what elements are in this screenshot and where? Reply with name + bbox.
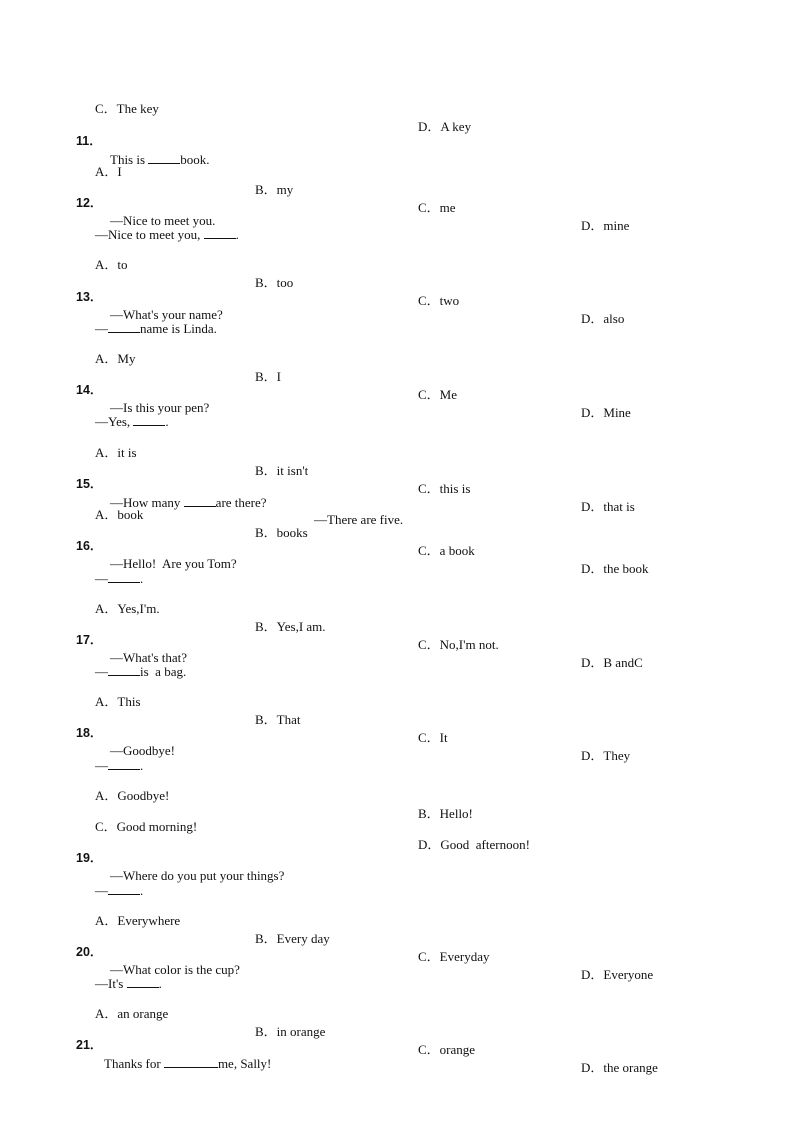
text-segment: are there? xyxy=(215,495,267,510)
option-a: A．Yes,I'm. xyxy=(95,601,160,616)
question-number: 17． xyxy=(76,633,103,647)
question-number: 16． xyxy=(76,539,103,553)
question-line xyxy=(0,551,794,586)
option-d: D．A key xyxy=(418,119,472,134)
option-c: C．a book xyxy=(418,543,475,558)
text-segment: . xyxy=(140,758,144,773)
option-b: B．Yes,I am. xyxy=(255,619,326,634)
option-b: B．it isn't xyxy=(255,463,309,478)
option-b: B．books xyxy=(255,525,308,540)
text-segment: is a bag. xyxy=(140,664,187,679)
answer-blank xyxy=(204,225,236,239)
option-c: C．Me xyxy=(418,387,458,402)
option-c: C．No,I'm not. xyxy=(418,637,499,652)
answer-blank xyxy=(108,756,140,770)
question-number: 12． xyxy=(76,196,103,210)
question-number: 13． xyxy=(76,290,103,304)
question-text: —Hello! Are you Tom? xyxy=(110,556,237,571)
question-number: 14． xyxy=(76,383,103,397)
option-b: B．Hello! xyxy=(418,806,473,821)
text-segment: — xyxy=(95,758,108,773)
question-number: 21． xyxy=(76,1038,103,1052)
option-d: D．They xyxy=(581,748,631,763)
option-c: C．me xyxy=(418,200,456,215)
option-c: C．this is xyxy=(418,481,471,496)
option-b: B．in orange xyxy=(255,1024,326,1039)
question-number: 15． xyxy=(76,477,103,491)
question-text: —What color is the cup? xyxy=(110,962,240,977)
text-segment: . xyxy=(140,883,144,898)
option-c: C．Everyday xyxy=(418,949,490,964)
option-b: B．too xyxy=(255,275,294,290)
question-line xyxy=(0,301,794,336)
question-text: —Nice to meet you. xyxy=(110,213,216,228)
text-segment: —Nice to meet you, xyxy=(95,227,204,242)
option-b: B．That xyxy=(255,712,301,727)
option-d: D．the book xyxy=(581,561,649,576)
option-d: D．B andC xyxy=(581,655,643,670)
answer-blank xyxy=(108,319,140,333)
option-a: A．book xyxy=(95,507,144,522)
option-b: B．my xyxy=(255,182,294,197)
answer-blank xyxy=(133,412,165,426)
text-segment: Thanks for xyxy=(104,1056,164,1071)
text-segment: —Yes, xyxy=(95,414,134,429)
question-text: —Is this your pen? xyxy=(110,400,210,415)
option-b: B．Every day xyxy=(255,931,330,946)
text-segment: —It's xyxy=(95,976,127,991)
response-text: —There are five. xyxy=(314,512,404,527)
question-text: —What's that? xyxy=(110,650,188,665)
question-number: 20． xyxy=(76,945,103,959)
answer-blank xyxy=(108,569,140,583)
question-number: 18． xyxy=(76,726,103,740)
text-segment: This is xyxy=(110,152,149,167)
option-c: C．two xyxy=(418,293,460,308)
option-d: D．Everyone xyxy=(581,967,654,982)
option-c: C．orange xyxy=(418,1042,476,1057)
text-segment: . xyxy=(158,976,162,991)
text-segment: —How many xyxy=(110,495,184,510)
text-segment: — xyxy=(95,664,108,679)
option-a: A．to xyxy=(95,257,128,272)
question-text: —What's your name? xyxy=(110,307,223,322)
option-c: C．The key xyxy=(95,101,159,116)
text-segment: name is Linda. xyxy=(140,321,217,336)
option-d: D．Mine xyxy=(581,405,631,420)
text-segment: me, Sally! xyxy=(217,1056,272,1071)
question-11 xyxy=(0,114,794,167)
question-text xyxy=(104,1054,271,1073)
option-a: A．This xyxy=(95,694,141,709)
options-row xyxy=(0,769,794,821)
question-text: —Where do you put your things? xyxy=(110,868,285,883)
options-row xyxy=(0,82,794,134)
option-d: D．the orange xyxy=(581,1060,658,1075)
text-segment: . xyxy=(165,414,169,429)
question-19 xyxy=(0,831,794,883)
text-segment: book. xyxy=(180,152,210,167)
option-a: A．Goodbye! xyxy=(95,788,170,803)
answer-blank xyxy=(127,974,159,988)
answer-blank xyxy=(108,662,140,676)
option-d: D．also xyxy=(581,311,625,326)
answer-blank xyxy=(108,881,140,895)
option-b: B．I xyxy=(255,369,282,384)
option-d: D．mine xyxy=(581,218,630,233)
option-c: C．Good morning! xyxy=(95,819,198,834)
option-a: A．it is xyxy=(95,445,137,460)
option-c: C．It xyxy=(418,730,448,745)
question-number: 19． xyxy=(76,851,103,865)
option-d: D．that is xyxy=(581,499,635,514)
option-a: A．My xyxy=(95,351,136,366)
question-text: —Goodbye! xyxy=(110,743,175,758)
options-row xyxy=(0,800,794,852)
text-segment: . xyxy=(235,227,239,242)
option-a: A．I xyxy=(95,164,122,179)
text-segment: — xyxy=(95,883,108,898)
text-segment: — xyxy=(95,571,108,586)
text-segment: — xyxy=(95,321,108,336)
option-a: A．an orange xyxy=(95,1006,169,1021)
option-a: A．Everywhere xyxy=(95,913,181,928)
question-line xyxy=(0,863,794,898)
text-segment: . xyxy=(140,571,144,586)
question-number: 11． xyxy=(76,134,102,148)
answer-blank xyxy=(164,1054,218,1068)
question-line xyxy=(0,738,794,773)
option-d: D．Good afternoon! xyxy=(418,837,530,852)
